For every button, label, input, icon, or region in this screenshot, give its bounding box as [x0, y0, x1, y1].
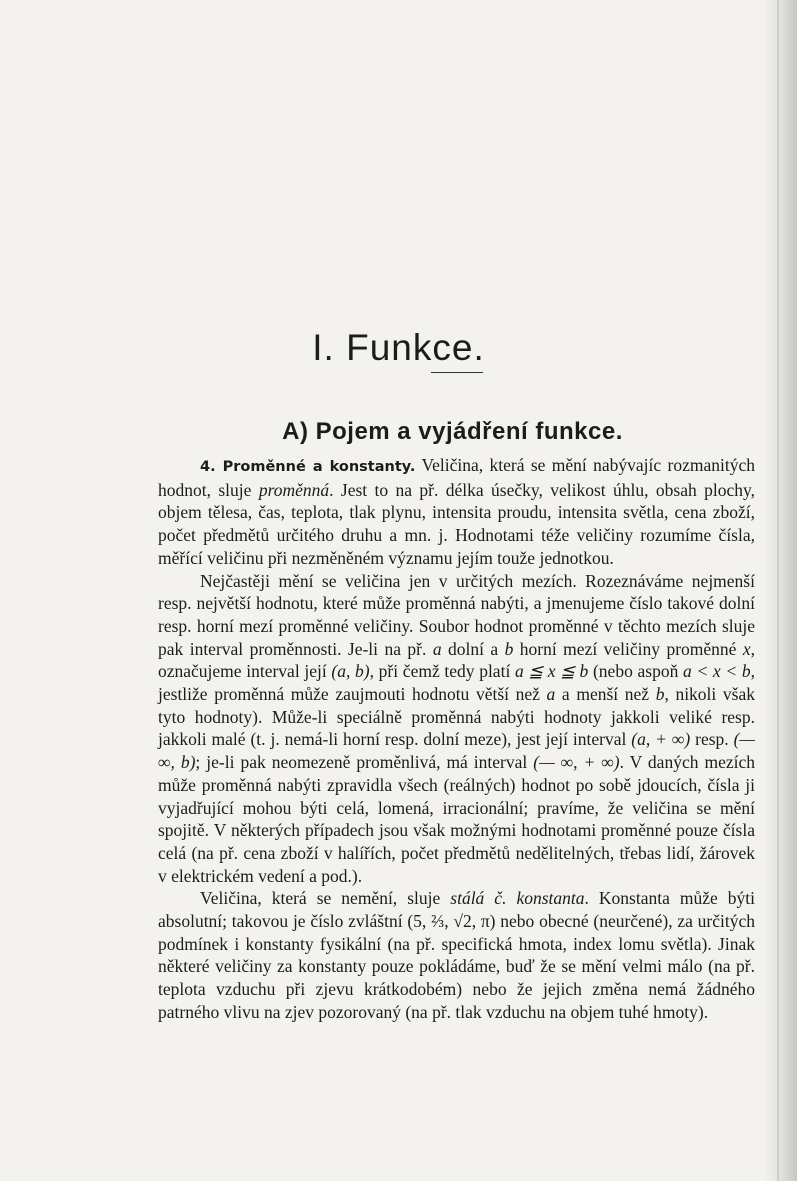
- text-span: . Jest to na př. délka úsečky, velikost úhlu, obsah plochy, objem tělesa, čas, teplota, tlak plynu, intensita proudu, intensita světla, cena zboží, počet předmětů určitého druhu a mn. j. Hodnotami téže veličiny rozumíme čísla, měřící veličinu při nezměněném významu jejím touže jednotkou.: [158, 479, 755, 568]
- text-span: , při čemž tedy platí: [369, 661, 515, 682]
- title-divider: [431, 372, 483, 373]
- math-a: a: [546, 684, 556, 705]
- text-span: . Konstanta může býti absolutní; takovou je číslo zvláštní: [158, 888, 756, 932]
- text-span: Veličina, která se nemění, sluje: [200, 888, 451, 909]
- math-b: b: [655, 684, 665, 705]
- text-span: , jestliže proměnná může zaujmouti hodnotu větší než: [158, 661, 755, 705]
- math-b: b: [504, 638, 514, 659]
- text-span: Nejčastěji mění se veličina jen v určitých mezích. Rozeznáváme nejmenší resp. největší hodnotu, které může proměnná nabýti, a jmenujeme číslo takové dolní resp. horní mezí proměnné veličiny. Soubor hodnot proměnné v těchto mezích sluje pak interval proměnnosti. Je-li na př.: [158, 570, 755, 659]
- paragraph-variables-constants: [158, 454, 755, 570]
- section-number: 4. Proměnné a konstanty.: [200, 459, 416, 475]
- text-span: resp.: [690, 729, 734, 750]
- section-title: A) Pojem a vyjádření funkce.: [282, 417, 623, 445]
- paragraph-constants: [158, 887, 755, 1023]
- text-span: dolní a: [441, 638, 505, 659]
- text-span: nebo obecné (neurčené), za určitých podmínek i konstanty fysikální (na př. specifická hmota, index lomu světla). Jinak některé veličiny za konstanty pouze pokládáme, buď že se mění velmi málo (na př. teplota vzduchu při zjevu krátkodobém) nebo že jejich změna nemá žádného patrného vlivu na zjev pozorovaný (na př. tlak vzduchu na objem tuhé hmoty).: [158, 911, 755, 1022]
- math-interval: (— ∞, b): [158, 729, 755, 773]
- math-interval: (a, b): [331, 661, 370, 682]
- math-interval: (— ∞, + ∞): [533, 752, 620, 773]
- math-constants: (5, ⅔, √2, π): [407, 911, 496, 932]
- text-span: a menší než: [555, 684, 656, 705]
- term-promenna: proměnná: [258, 479, 330, 500]
- text-span: (nebo aspoň: [588, 661, 684, 682]
- math-inequality: a ≦ x ≦ b: [514, 661, 589, 682]
- body-text: [158, 454, 755, 1024]
- math-inequality: a < x < b: [683, 661, 751, 682]
- text-span: horní mezí veličiny proměnné: [513, 638, 743, 659]
- math-x: x: [742, 638, 751, 659]
- page-edge-shadow: [763, 0, 797, 1181]
- text-span: , označujeme interval její: [158, 638, 756, 682]
- math-a: a: [432, 638, 442, 659]
- paragraph-limits: [158, 570, 755, 888]
- text-span: ; je-li pak neomezeně proměnlivá, má interval: [195, 752, 534, 773]
- text-span: . V daných mezích může proměnná nabýti zpravidla všech (reálných) hodnot po sobě jdoucích, čísla ji vyjadřující mohou býti celá, lomená, irracionální; pravíme, že veličina se mění spojitě. V některých případech jsou však možnými hodnotami proměnné pouze čísla celá (na př. cena zboží v halířích, počet předmětů nedělitelných, třebas lidí, žárovek v elektrickém vedení a pod.).: [158, 752, 755, 886]
- page-edge-line: [777, 0, 779, 1181]
- term-konstanta: stálá č. konstanta: [450, 888, 585, 909]
- math-interval: (a, + ∞): [631, 729, 691, 750]
- text-span: , nikoli však tyto hodnoty). Může-li speciálně proměnná nabýti hodnoty jakkoli veliké resp. jakkoli malé (t. j. nemá-li horní resp. dolní meze), jest její interval: [158, 684, 755, 750]
- chapter-title: I. Funkce.: [312, 326, 485, 368]
- text-span: Veličina, která se mění nabývajíc rozmanitých hodnot, sluje: [158, 455, 755, 500]
